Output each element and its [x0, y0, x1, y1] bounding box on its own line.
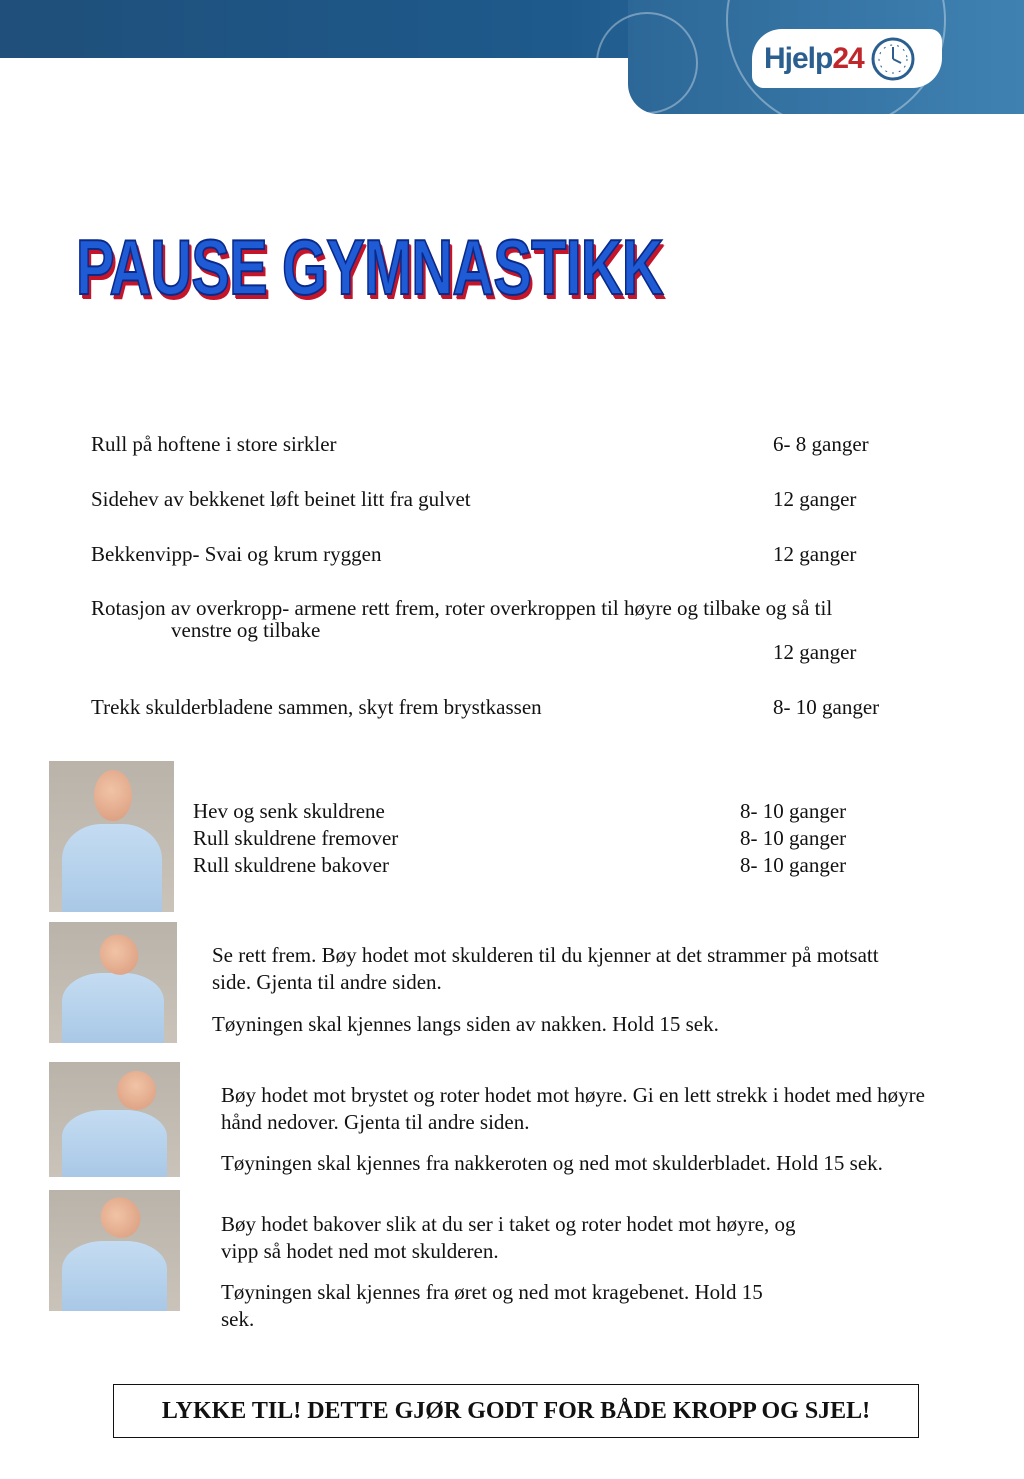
exercise-text: Bekkenvipp- Svai og krum ryggen — [91, 542, 382, 566]
stretch-hold: Tøyningen skal kjennes fra nakkeroten og ned mot skulderbladet. Hold 15 sek. — [221, 1151, 883, 1175]
exercise-count: 6- 8 ganger — [773, 432, 869, 456]
stretch-instruction: side. Gjenta til andre siden. — [212, 970, 442, 994]
exercise-photo — [49, 922, 177, 1043]
shoulder-exercise-text: Rull skuldrene fremover — [193, 826, 399, 850]
exercise-text: Sidehev av bekkenet løft beinet litt fra gulvet — [91, 487, 471, 511]
exercise-count: 12 ganger — [773, 640, 857, 664]
logo-text: Hjelp24 — [764, 41, 864, 75]
exercise-text: Rull på hoftene i store sirkler — [91, 432, 337, 456]
stretch-instruction: Se rett frem. Bøy hodet mot skulderen til du kjenner at det strammer på motsatt — [212, 943, 879, 967]
exercise-photo — [49, 761, 174, 912]
stretch-hold: Tøyningen skal kjennes langs siden av nakken. Hold 15 sek. — [212, 1012, 719, 1036]
stretch-instruction: vipp så hodet ned mot skulderen. — [221, 1239, 499, 1263]
shoulder-exercise-count: 8- 10 ganger — [740, 853, 847, 877]
exercise-count: 12 ganger — [773, 542, 857, 566]
shoulder-exercise-text: Rull skuldrene bakover — [193, 853, 389, 877]
exercise-text: Rotasjon av overkropp- armene rett frem, roter overkroppen til høyre og tilbake og så til — [91, 596, 833, 620]
page-title: PAUSE GYMNASTIKK — [76, 223, 663, 311]
shoulder-exercise-count: 8- 10 ganger — [740, 799, 847, 823]
stretch-instruction: hånd nedover. Gjenta til andre siden. — [221, 1110, 530, 1134]
shoulder-exercise-count: 8- 10 ganger — [740, 826, 847, 850]
exercise-text-continued: venstre og tilbake — [171, 618, 321, 642]
exercise-count: 8- 10 ganger — [773, 695, 880, 719]
stretch-hold-continued: sek. — [221, 1307, 255, 1331]
hjelp24-logo — [752, 29, 942, 88]
stretch-hold: Tøyningen skal kjennes fra øret og ned mot kragebenet. Hold 15 — [221, 1280, 763, 1304]
exercise-count: 12 ganger — [773, 487, 857, 511]
stretch-instruction: Bøy hodet bakover slik at du ser i taket og roter hodet mot høyre, og — [221, 1212, 796, 1236]
exercise-photo — [49, 1062, 180, 1177]
shoulder-exercise-text: Hev og senk skuldrene — [193, 799, 385, 823]
stretch-instruction: Bøy hodet mot brystet og roter hodet mot høyre. Gi en lett strekk i hodet med høyre — [221, 1083, 925, 1107]
footer-message: LYKKE TIL! DETTE GJØR GODT FOR BÅDE KROPP OG SJEL! — [113, 1384, 919, 1438]
exercise-photo — [49, 1190, 180, 1311]
exercise-text: Trekk skulderbladene sammen, skyt frem brystkassen — [91, 695, 542, 719]
clock-icon — [870, 36, 916, 82]
